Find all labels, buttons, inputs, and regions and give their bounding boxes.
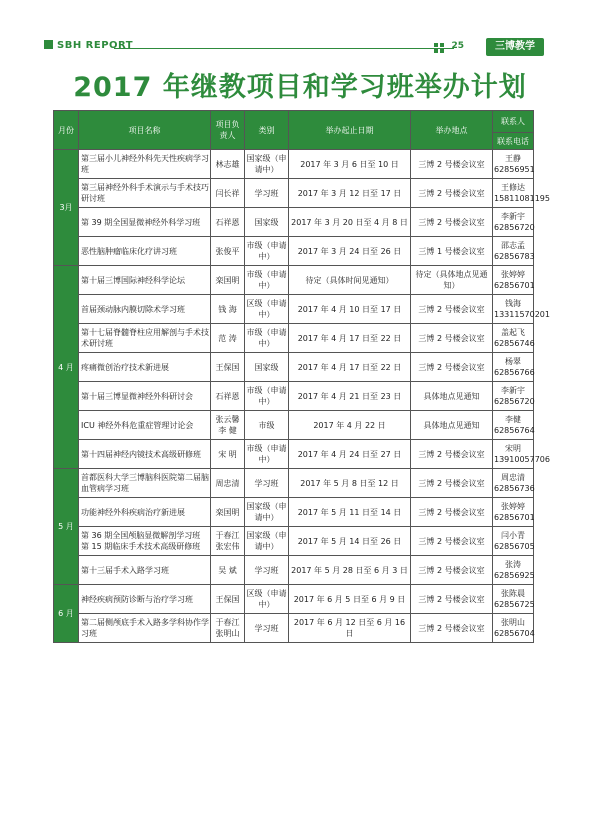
dates-cell: 2017 年 6 月 5 日至 6 月 9 日	[289, 585, 411, 614]
contact-cell	[493, 527, 534, 556]
contact-phone: 62856701	[494, 513, 535, 522]
table-row	[54, 382, 534, 411]
table-row	[54, 469, 534, 498]
dates-cell: 2017 年 3 月 12 日至 17 日	[289, 179, 411, 208]
table-row	[54, 295, 534, 324]
page-number: 25	[451, 41, 464, 51]
contact-phone: 62856720	[494, 397, 535, 406]
contact-phone: 62856766	[494, 368, 535, 377]
place-cell: 三博 2 号楼会议室	[411, 440, 493, 469]
dates-cell: 2017 年 4 月 24 日至 27 日	[289, 440, 411, 469]
contact-cell	[493, 150, 534, 179]
page-header	[44, 40, 544, 56]
contact-phone: 15811081195	[494, 194, 550, 203]
table-row	[54, 179, 534, 208]
contact-phone: 13311570201	[494, 310, 550, 319]
col-place: 举办地点	[411, 111, 493, 150]
contact-cell	[493, 295, 550, 324]
type-cell: 国家级	[245, 208, 289, 237]
contact-phone: 62856746	[494, 339, 535, 348]
person-cell: 闫长祥	[211, 179, 245, 208]
table-row	[54, 324, 534, 353]
dates-cell: 2017 年 4 月 21 日至 23 日	[289, 382, 411, 411]
contact-phone: 62856764	[494, 426, 535, 435]
col-type: 类别	[245, 111, 289, 150]
table-row	[54, 585, 534, 614]
place-cell: 三博 2 号楼会议室	[411, 585, 493, 614]
contact-phone: 62856783	[494, 252, 535, 261]
contact-cell	[493, 324, 534, 353]
project-name-cell: ICU 神经外科危重症管理讨论会	[79, 411, 211, 440]
report-text: SBH REPORT	[57, 40, 134, 51]
table-row	[54, 440, 534, 469]
contact-cell	[493, 179, 550, 208]
type-cell: 市级（申请中）	[245, 440, 289, 469]
contact-cell	[493, 556, 534, 585]
contact-cell	[493, 237, 534, 266]
person-cell: 林志雄	[211, 150, 245, 179]
contact-phone: 62856925	[494, 571, 535, 580]
contact-phone: 62856951	[494, 165, 535, 174]
person-cell: 栾国明	[211, 266, 245, 295]
type-cell: 区级（申请中）	[245, 295, 289, 324]
person-cell: 石祥恩	[211, 382, 245, 411]
contact-name: 李健	[505, 415, 521, 424]
contact-name: 盖起飞	[501, 328, 525, 337]
dates-cell: 待定（具体时间见通知）	[289, 266, 411, 295]
project-name-cell: 疼痛微创治疗技术新进展	[79, 353, 211, 382]
place-cell: 三博 2 号楼会议室	[411, 614, 493, 643]
place-cell: 待定（具体地点见通知）	[411, 266, 493, 295]
project-name-cell: 首都医科大学三博脑科医院第二届脑血管病学习班	[79, 469, 211, 498]
month-cell: 5 月	[54, 469, 79, 585]
contact-phone: 62856704	[494, 629, 535, 638]
table-row	[54, 614, 534, 643]
dates-cell: 2017 年 4 月 17 日至 22 日	[289, 324, 411, 353]
contact-name: 王修达	[501, 183, 525, 192]
col-person: 项目负责人	[211, 111, 245, 150]
person-cell: 范 涛	[211, 324, 245, 353]
type-cell: 学习班	[245, 469, 289, 498]
contact-name: 王静	[505, 154, 521, 163]
contact-name: 张明山	[501, 618, 525, 627]
person-cell: 栾国明	[211, 498, 245, 527]
contact-name: 李新宇	[501, 386, 525, 395]
table-row	[54, 150, 534, 179]
project-name-cell: 恶性脑肿瘤临床化疗讲习班	[79, 237, 211, 266]
contact-cell	[493, 208, 534, 237]
table-row	[54, 411, 534, 440]
project-name-cell: 第十届三博显微神经外科研讨会	[79, 382, 211, 411]
table-row	[54, 353, 534, 382]
project-name-cell: 第十届三博国际神经科学论坛	[79, 266, 211, 295]
person-cell: 张云馨 李 健	[211, 411, 245, 440]
dates-cell: 2017 年 3 月 24 日至 26 日	[289, 237, 411, 266]
page-title: 2017 年继教项目和学习班举办计划	[73, 72, 527, 103]
place-cell: 三博 2 号楼会议室	[411, 527, 493, 556]
contact-name: 张陈晨	[501, 589, 525, 598]
place-cell: 三博 2 号楼会议室	[411, 208, 493, 237]
square-icon	[44, 40, 53, 49]
person-cell: 王保国	[211, 353, 245, 382]
dates-cell: 2017 年 6 月 12 日至 6 月 16 日	[289, 614, 411, 643]
month-cell: 3月	[54, 150, 79, 266]
project-name-cell: 第十四届神经内镜技术高级研修班	[79, 440, 211, 469]
contact-name: 张婷婷	[501, 502, 525, 511]
project-name-cell: 第十三届手术入路学习班	[79, 556, 211, 585]
project-name-cell: 第十七届脊髓脊柱应用解剖与手术技术研讨班	[79, 324, 211, 353]
person-cell: 周忠清	[211, 469, 245, 498]
contact-cell	[493, 585, 534, 614]
month-cell: 6 月	[54, 585, 79, 643]
place-cell: 三博 2 号楼会议室	[411, 556, 493, 585]
contact-name: 宋明	[505, 444, 521, 453]
project-name-cell: 第三届神经外科手术演示与手术技巧研讨班	[79, 179, 211, 208]
contact-name: 周忠清	[501, 473, 525, 482]
contact-cell	[493, 498, 534, 527]
contact-phone: 62856736	[494, 484, 535, 493]
type-cell: 学习班	[245, 556, 289, 585]
type-cell: 市级（申请中）	[245, 237, 289, 266]
dates-cell: 2017 年 5 月 28 日至 6 月 3 日	[289, 556, 411, 585]
type-cell: 国家级	[245, 353, 289, 382]
place-cell: 三博 2 号楼会议室	[411, 498, 493, 527]
place-cell: 三博 2 号楼会议室	[411, 353, 493, 382]
contact-name: 闫小青	[501, 531, 525, 540]
contact-name: 李新宇	[501, 212, 525, 221]
table-row	[54, 527, 534, 556]
contact-cell	[493, 353, 534, 382]
contact-name: 杨翠	[505, 357, 521, 366]
dots-icon	[434, 43, 448, 53]
col-name: 项目名称	[79, 111, 211, 150]
place-cell: 三博 2 号楼会议室	[411, 179, 493, 208]
dates-cell: 2017 年 5 月 11 日至 14 日	[289, 498, 411, 527]
place-cell: 三博 1 号楼会议室	[411, 237, 493, 266]
dates-cell: 2017 年 4 月 10 日至 17 日	[289, 295, 411, 324]
contact-phone: 62856705	[494, 542, 535, 551]
contact-name: 钱海	[505, 299, 521, 308]
col-dates: 举办起止日期	[289, 111, 411, 150]
type-cell: 市级（申请中）	[245, 324, 289, 353]
contact-cell	[493, 440, 550, 469]
month-cell: 4 月	[54, 266, 79, 469]
contact-cell	[493, 614, 534, 643]
contact-phone: 13910057706	[494, 455, 550, 464]
person-cell: 于春江 张宏伟	[211, 527, 245, 556]
person-cell: 宋 明	[211, 440, 245, 469]
brand-badge: 三博教学	[486, 38, 544, 56]
person-cell: 张俊平	[211, 237, 245, 266]
person-cell: 吴 斌	[211, 556, 245, 585]
header-rule	[114, 48, 454, 49]
table-row	[54, 237, 534, 266]
contact-cell	[493, 411, 534, 440]
project-name-cell: 功能神经外科疾病治疗新进展	[79, 498, 211, 527]
place-cell: 三博 2 号楼会议室	[411, 324, 493, 353]
dates-cell: 2017 年 4 月 17 日至 22 日	[289, 353, 411, 382]
contact-name: 邵志孟	[501, 241, 525, 250]
contact-cell	[493, 382, 534, 411]
type-cell: 市级（申请中）	[245, 266, 289, 295]
table-row	[54, 266, 534, 295]
dates-cell: 2017 年 4 月 22 日	[289, 411, 411, 440]
project-name-cell: 第三届小儿神经外科先天性疾病学习班	[79, 150, 211, 179]
project-name-cell: 神经疾病预防诊断与治疗学习班	[79, 585, 211, 614]
person-cell: 钱 海	[211, 295, 245, 324]
type-cell: 学习班	[245, 179, 289, 208]
project-name-cell: 第 39 期全国显微神经外科学习班	[79, 208, 211, 237]
place-cell: 三博 2 号楼会议室	[411, 150, 493, 179]
type-cell: 市级	[245, 411, 289, 440]
contact-phone: 62856725	[494, 600, 535, 609]
col-phone: 联系电话	[493, 133, 534, 150]
person-cell: 石祥恩	[211, 208, 245, 237]
dates-cell: 2017 年 5 月 8 日至 12 日	[289, 469, 411, 498]
contact-phone: 62856701	[494, 281, 535, 290]
project-name-cell: 第二届侧颅底手术入路多学科协作学习班	[79, 614, 211, 643]
place-cell: 具体地点见通知	[411, 411, 493, 440]
table-row	[54, 208, 534, 237]
type-cell: 国家级（申请中）	[245, 527, 289, 556]
person-cell: 于春江 张明山	[211, 614, 245, 643]
contact-cell	[493, 469, 534, 498]
person-cell: 王保国	[211, 585, 245, 614]
col-contact: 联系人	[493, 111, 534, 133]
dates-cell: 2017 年 3 月 6 日至 10 日	[289, 150, 411, 179]
type-cell: 国家级（申请中）	[245, 498, 289, 527]
dates-cell: 2017 年 3 月 20 日至 4 月 8 日	[289, 208, 411, 237]
table-row	[54, 498, 534, 527]
type-cell: 学习班	[245, 614, 289, 643]
col-month: 月份	[54, 111, 79, 150]
contact-name: 张涛	[505, 560, 521, 569]
dates-cell: 2017 年 5 月 14 日至 26 日	[289, 527, 411, 556]
type-cell: 国家级（申请中）	[245, 150, 289, 179]
table-row	[54, 556, 534, 585]
project-name-cell: 第 36 期全国颅脑显微解剖学习班 第 15 期临床手术技术高级研修班	[79, 527, 211, 556]
project-name-cell: 首届颈动脉内膜切除术学习班	[79, 295, 211, 324]
schedule-table	[53, 110, 550, 643]
contact-name: 张婷婷	[501, 270, 525, 279]
contact-cell	[493, 266, 534, 295]
place-cell: 三博 2 号楼会议室	[411, 469, 493, 498]
type-cell: 市级（申请中）	[245, 382, 289, 411]
report-label	[44, 40, 133, 51]
contact-phone: 62856720	[494, 223, 535, 232]
place-cell: 具体地点见通知	[411, 382, 493, 411]
place-cell: 三博 2 号楼会议室	[411, 295, 493, 324]
type-cell: 区级（申请中）	[245, 585, 289, 614]
